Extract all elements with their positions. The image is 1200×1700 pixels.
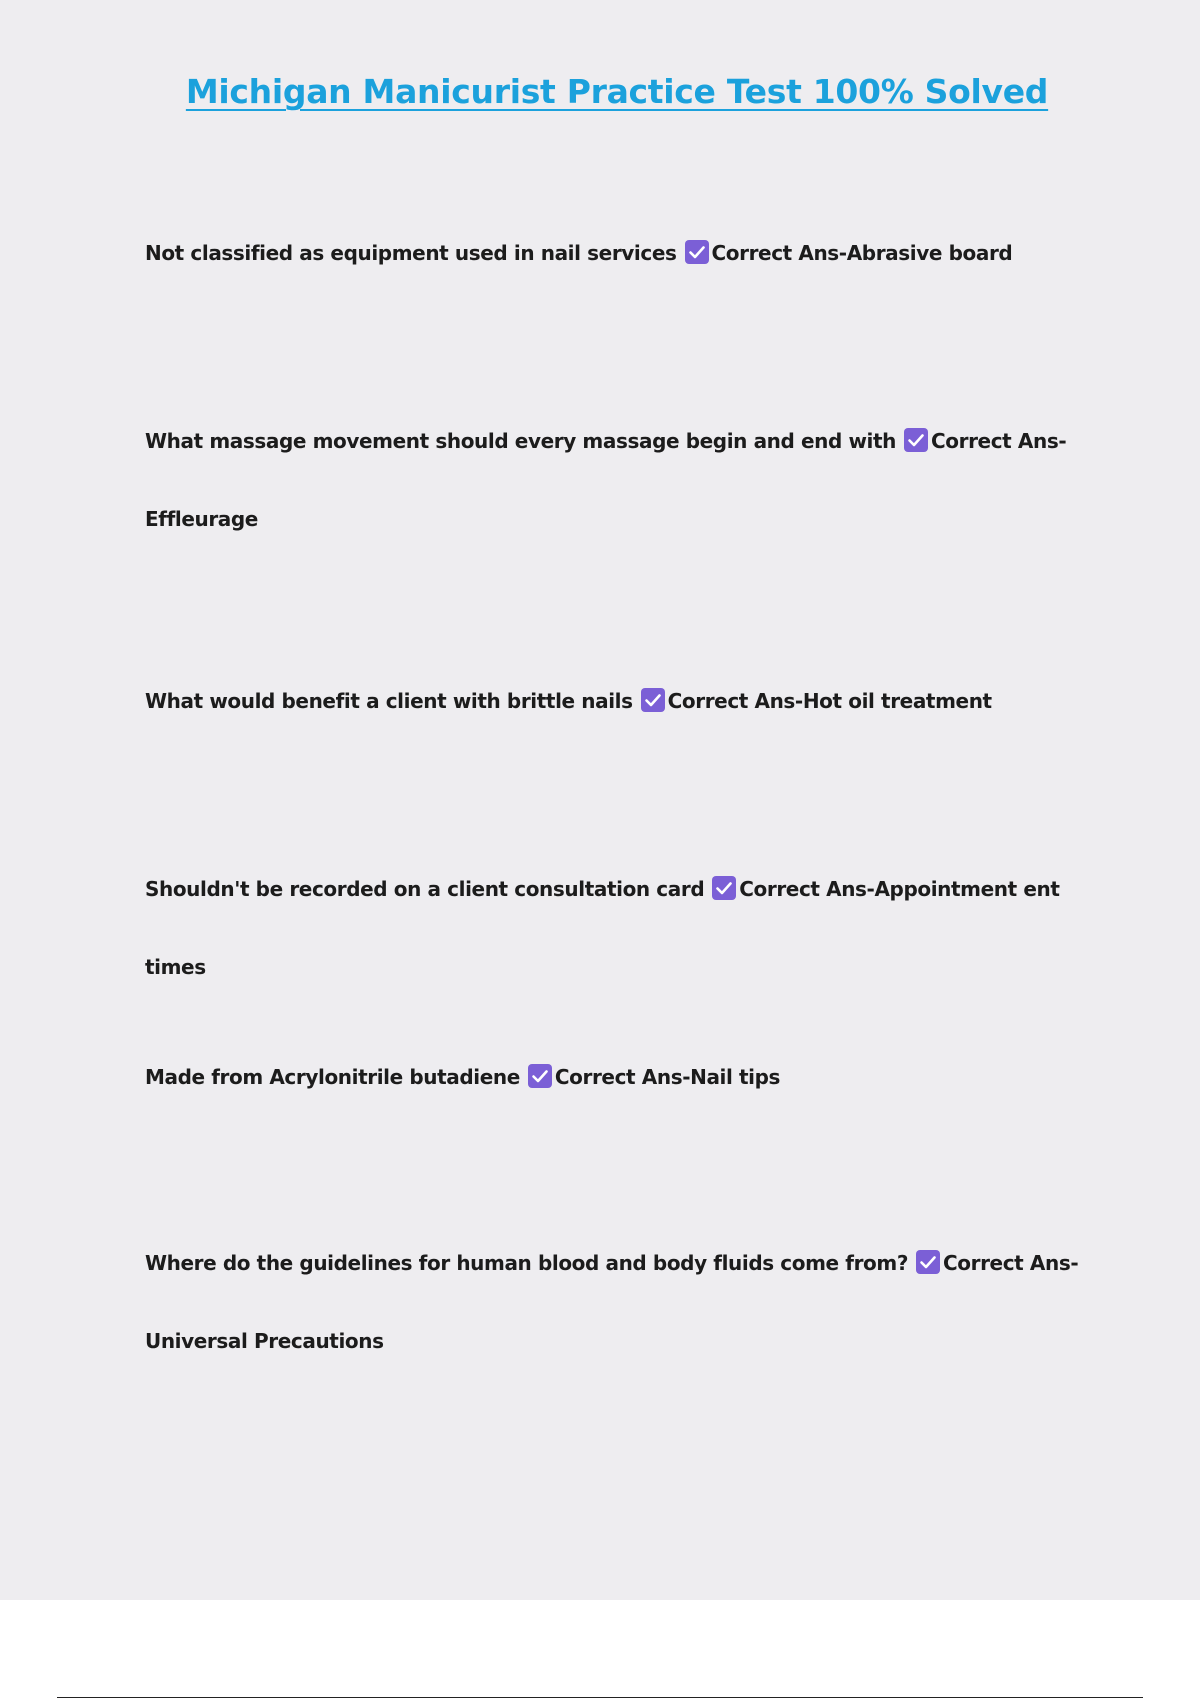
answer-text: Hot oil treatment	[802, 689, 992, 713]
answer-prefix: Correct Ans-	[943, 1251, 1079, 1275]
qa-item	[145, 214, 1085, 292]
footer-divider	[57, 1697, 1143, 1698]
checkbox-checked-icon	[904, 428, 928, 452]
answer-text: Abrasive board	[846, 241, 1013, 265]
answer-prefix: Correct Ans-	[931, 429, 1067, 453]
qa-item	[145, 662, 1085, 740]
answer-prefix: Correct Ans-	[667, 689, 803, 713]
answer-text: Nail tips	[690, 1065, 781, 1089]
qa-item	[145, 1224, 1085, 1380]
question-text: Not classified as equipment used in nail services	[145, 241, 677, 265]
answer-text: Effleurage	[145, 507, 258, 531]
checkbox-checked-icon	[916, 1250, 940, 1274]
answer-text: Universal Precautions	[145, 1329, 384, 1353]
question-text: Where do the guidelines for human blood and body fluids come from?	[145, 1251, 909, 1275]
checkbox-checked-icon	[685, 240, 709, 264]
answer-prefix: Correct Ans-	[739, 877, 875, 901]
checkbox-checked-icon	[641, 688, 665, 712]
qa-item	[145, 850, 1085, 1006]
question-text: What would benefit a client with brittle nails	[145, 689, 633, 713]
checkbox-checked-icon	[528, 1064, 552, 1088]
question-text: Shouldn't be recorded on a client consultation card	[145, 877, 705, 901]
answer-prefix: Correct Ans-	[711, 241, 847, 265]
qa-item	[145, 1038, 1085, 1116]
question-text: What massage movement should every massage begin and end with	[145, 429, 897, 453]
qa-item	[145, 402, 1085, 558]
answer-prefix: Correct Ans-	[554, 1065, 691, 1089]
document-title: Michigan Manicurist Practice Test 100% Solved	[185, 72, 1049, 111]
question-text: Made from Acrylonitrile butadiene	[145, 1065, 520, 1089]
answer-text: Appointment ent times	[145, 877, 1060, 979]
checkbox-checked-icon	[712, 876, 736, 900]
